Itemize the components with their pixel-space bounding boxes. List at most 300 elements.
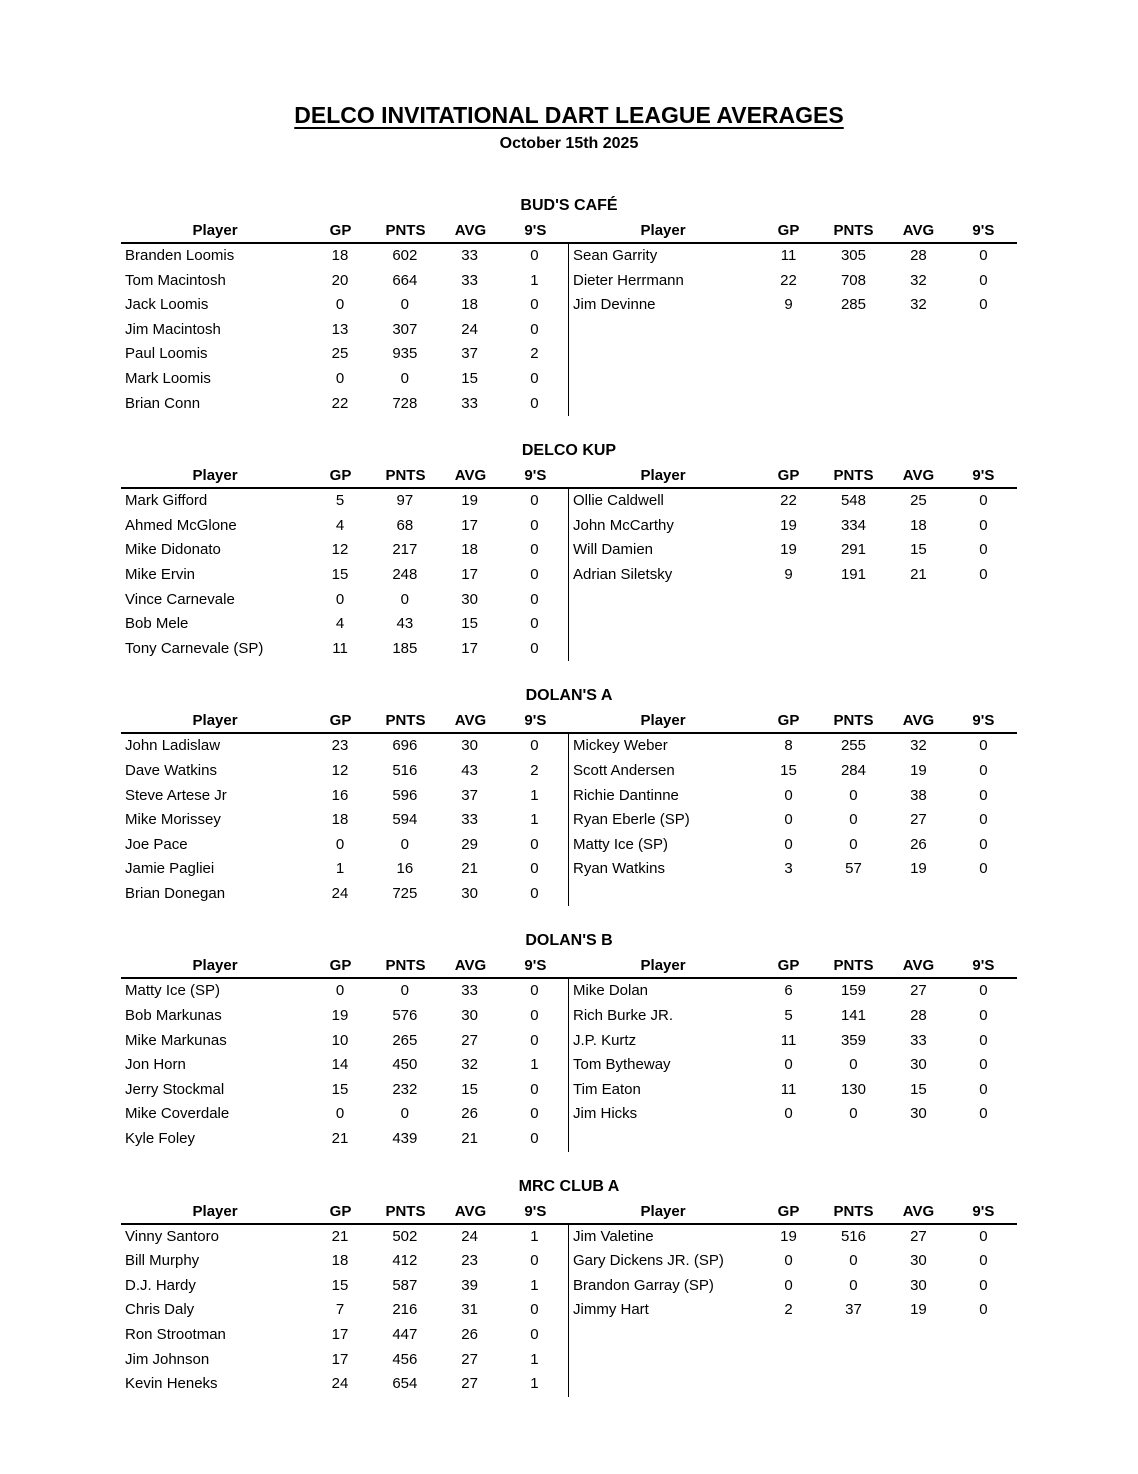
nines-cell: 0 — [530, 541, 539, 559]
gp-cell: 0 — [335, 1105, 345, 1123]
table-header-row — [121, 710, 1017, 734]
column-header-pnts: PNTS — [833, 1202, 874, 1220]
gp-cell: 0 — [784, 1252, 793, 1270]
column-header-player: Player — [192, 467, 238, 485]
column-header-avg: AVG — [454, 957, 487, 975]
pnts-cell: 265 — [392, 1031, 418, 1049]
pnts-cell: 576 — [392, 1007, 418, 1025]
column-header-gp: GP — [329, 222, 352, 239]
pnts-cell: 0 — [849, 1276, 858, 1294]
nines-cell: 0 — [530, 492, 539, 510]
column-header-nines: 9'S — [524, 467, 547, 485]
column-header-gp: GP — [329, 957, 352, 975]
column-header-gp: GP — [777, 467, 800, 485]
table-row — [569, 489, 1017, 514]
pnts-cell: 602 — [392, 247, 418, 264]
avg-cell: 18 — [461, 541, 478, 559]
pnts-cell: 334 — [840, 516, 866, 534]
gp-cell: 15 — [331, 1276, 349, 1294]
pnts-cell: 0 — [849, 786, 858, 804]
venue-section — [121, 685, 1017, 906]
nines-cell: 1 — [530, 786, 539, 804]
pnts-cell: 159 — [840, 982, 866, 1000]
player-cell: J.P. Kurtz — [573, 1031, 637, 1049]
table-row — [121, 1029, 568, 1054]
player-cell: Mike Markunas — [125, 1031, 227, 1049]
nines-cell: 0 — [530, 394, 539, 412]
table-row — [569, 1274, 1017, 1299]
avg-cell: 38 — [910, 786, 927, 804]
venue-section — [121, 440, 1017, 661]
gp-cell: 12 — [331, 541, 349, 559]
column-header-player: Player — [192, 1202, 238, 1220]
left-table — [121, 979, 569, 1151]
nines-cell: 2 — [530, 761, 539, 779]
nines-cell: 0 — [530, 296, 539, 314]
column-header-player: Player — [192, 222, 238, 239]
table-row — [569, 1029, 1017, 1054]
pnts-cell: 285 — [840, 296, 866, 314]
player-cell: Tony Carnevale (SP) — [125, 639, 264, 657]
avg-cell: 28 — [910, 247, 927, 264]
nines-cell: 0 — [979, 860, 988, 878]
avg-cell: 21 — [461, 860, 478, 878]
sections-container — [121, 195, 1017, 1397]
column-header-player: Player — [192, 957, 238, 975]
player-cell: Jon Horn — [125, 1056, 186, 1074]
nines-cell: 0 — [979, 761, 988, 779]
gp-cell: 19 — [780, 516, 797, 534]
player-cell: Jim Macintosh — [125, 320, 221, 338]
gp-cell: 0 — [784, 1276, 793, 1294]
right-table — [569, 1225, 1017, 1323]
table-body — [121, 1225, 1017, 1397]
player-cell: Dave Watkins — [125, 761, 217, 779]
venue-title: BUD'S CAFÉ — [520, 197, 618, 214]
avg-cell: 30 — [910, 1252, 927, 1270]
avg-cell: 30 — [461, 737, 478, 755]
pnts-cell: 412 — [392, 1252, 418, 1270]
column-header-gp: GP — [329, 467, 352, 485]
nines-cell: 0 — [530, 369, 539, 387]
table-header-row — [121, 1201, 1017, 1225]
player-cell: Dieter Herrmann — [573, 271, 684, 289]
pnts-cell: 548 — [840, 492, 866, 510]
nines-cell: 0 — [530, 247, 539, 264]
avg-cell: 27 — [461, 1350, 478, 1368]
avg-cell: 26 — [461, 1326, 478, 1343]
gp-cell: 9 — [784, 565, 793, 583]
pnts-cell: 97 — [396, 492, 414, 510]
pnts-cell: 0 — [400, 590, 409, 608]
player-cell: Ollie Caldwell — [573, 492, 664, 510]
column-header-nines: 9'S — [972, 467, 995, 485]
pnts-cell: 664 — [392, 271, 418, 289]
table-row — [121, 1249, 568, 1274]
table-row — [121, 979, 568, 1004]
pnts-cell: 130 — [840, 1080, 866, 1098]
player-cell: Jim Valetine — [573, 1227, 654, 1245]
gp-cell: 11 — [780, 1031, 797, 1049]
gp-cell: 7 — [335, 1301, 345, 1319]
table-row — [121, 1298, 568, 1323]
table-header-half — [569, 955, 1017, 977]
player-cell: Kevin Heneks — [125, 1375, 218, 1393]
column-header-player: Player — [192, 712, 238, 730]
player-cell: Bob Mele — [125, 615, 189, 633]
avg-cell: 15 — [461, 1080, 478, 1098]
avg-cell: 15 — [910, 541, 927, 559]
table-row — [121, 1053, 568, 1078]
left-table — [121, 489, 569, 661]
nines-cell: 0 — [530, 590, 539, 608]
pnts-cell: 37 — [845, 1301, 862, 1319]
gp-cell: 21 — [331, 1130, 349, 1148]
avg-cell: 24 — [461, 320, 478, 338]
player-cell: Kyle Foley — [125, 1130, 196, 1148]
pnts-cell: 284 — [840, 761, 866, 779]
avg-cell: 25 — [910, 492, 927, 510]
table-row — [121, 808, 568, 833]
column-header-gp: GP — [777, 712, 800, 730]
player-cell: Mark Gifford — [125, 492, 208, 510]
gp-cell: 18 — [331, 811, 349, 829]
pnts-cell: 57 — [845, 860, 862, 878]
column-header-nines: 9'S — [524, 222, 547, 239]
gp-cell: 8 — [784, 737, 793, 755]
column-header-avg: AVG — [454, 712, 487, 730]
table-header-row — [121, 220, 1017, 244]
table-row — [569, 1102, 1017, 1127]
gp-cell: 14 — [331, 1056, 349, 1074]
pnts-cell: 0 — [849, 835, 858, 853]
player-cell: Scott Andersen — [573, 761, 675, 779]
gp-cell: 3 — [784, 860, 793, 878]
column-header-nines: 9'S — [972, 957, 995, 975]
venue-section — [121, 930, 1017, 1151]
column-header-gp: GP — [777, 957, 800, 975]
player-cell: Ryan Watkins — [573, 860, 665, 878]
gp-cell: 0 — [335, 835, 345, 853]
avg-cell: 31 — [461, 1301, 478, 1319]
pnts-cell: 359 — [840, 1031, 866, 1049]
pnts-cell: 654 — [392, 1375, 418, 1393]
pnts-cell: 0 — [849, 811, 858, 829]
left-table — [121, 734, 569, 906]
avg-cell: 29 — [461, 835, 478, 853]
column-header-gp: GP — [777, 222, 800, 239]
avg-cell: 27 — [910, 982, 927, 1000]
nines-cell: 0 — [979, 1301, 988, 1319]
table-row — [569, 759, 1017, 784]
table-row — [569, 1004, 1017, 1029]
table-row — [121, 514, 568, 539]
gp-cell: 17 — [331, 1326, 349, 1343]
table-row — [121, 244, 568, 269]
venue-title: DOLAN'S A — [525, 687, 613, 705]
avg-cell: 27 — [461, 1375, 478, 1393]
column-header-pnts: PNTS — [833, 712, 874, 730]
nines-cell: 1 — [530, 1276, 539, 1294]
table-row — [121, 1323, 568, 1348]
table-row — [569, 1225, 1017, 1250]
pnts-cell: 439 — [392, 1130, 418, 1148]
column-header-pnts: PNTS — [833, 222, 874, 239]
table-row — [121, 318, 568, 343]
gp-cell: 21 — [331, 1227, 349, 1245]
column-header-pnts: PNTS — [385, 222, 426, 239]
gp-cell: 0 — [784, 811, 793, 829]
table-row — [121, 612, 568, 637]
player-cell: Paul Loomis — [125, 345, 208, 363]
nines-cell: 0 — [979, 982, 988, 1000]
player-cell: Ahmed McGlone — [125, 516, 237, 534]
table-row — [121, 1372, 568, 1397]
document-header — [0, 0, 1138, 154]
gp-cell: 9 — [784, 296, 793, 314]
player-cell: Vince Carnevale — [125, 590, 235, 608]
gp-cell: 24 — [331, 1375, 349, 1393]
avg-cell: 19 — [461, 492, 478, 510]
nines-cell: 1 — [530, 1375, 539, 1393]
nines-cell: 0 — [979, 1252, 988, 1270]
pnts-cell: 217 — [392, 541, 418, 559]
table-row — [569, 857, 1017, 882]
column-header-gp: GP — [329, 1202, 352, 1220]
nines-cell: 0 — [530, 1031, 539, 1049]
nines-cell: 0 — [979, 565, 988, 583]
avg-cell: 21 — [910, 565, 927, 583]
column-header-avg: AVG — [454, 222, 487, 239]
nines-cell: 0 — [530, 1301, 539, 1319]
pnts-cell: 185 — [392, 639, 418, 657]
player-cell: Gary Dickens JR. (SP) — [573, 1252, 724, 1270]
gp-cell: 18 — [331, 247, 349, 264]
nines-cell: 0 — [979, 271, 988, 289]
avg-cell: 32 — [910, 737, 927, 755]
pnts-cell: 516 — [840, 1227, 866, 1245]
table-header-half — [569, 710, 1017, 732]
pnts-cell: 68 — [396, 516, 414, 534]
avg-cell: 26 — [461, 1105, 478, 1123]
avg-cell: 30 — [910, 1105, 927, 1123]
avg-cell: 27 — [910, 811, 927, 829]
gp-cell: 12 — [331, 761, 349, 779]
player-cell: Jim Devinne — [573, 296, 656, 314]
nines-cell: 0 — [530, 1007, 539, 1025]
nines-cell: 0 — [979, 737, 988, 755]
nines-cell: 0 — [530, 1080, 539, 1098]
player-cell: Ron Strootman — [125, 1326, 226, 1343]
gp-cell: 18 — [331, 1252, 349, 1270]
table-body — [121, 734, 1017, 906]
nines-cell: 0 — [530, 1326, 539, 1343]
column-header-avg: AVG — [454, 1202, 487, 1220]
avg-cell: 37 — [461, 345, 478, 363]
venue-title: DOLAN'S B — [525, 932, 613, 950]
nines-cell: 0 — [530, 1252, 539, 1270]
table-row — [121, 1102, 568, 1127]
table-row — [569, 734, 1017, 759]
column-header-player: Player — [640, 467, 686, 485]
table-row — [121, 563, 568, 588]
table-row — [121, 1348, 568, 1373]
player-cell: Chris Daly — [125, 1301, 195, 1319]
table-row — [121, 857, 568, 882]
player-cell: Jim Hicks — [573, 1105, 638, 1123]
gp-cell: 0 — [784, 835, 793, 853]
gp-cell: 0 — [335, 296, 345, 314]
table-row — [121, 882, 568, 907]
table-row — [121, 588, 568, 613]
gp-cell: 15 — [331, 565, 349, 583]
pnts-cell: 725 — [392, 884, 418, 902]
gp-cell: 23 — [331, 737, 349, 755]
avg-cell: 30 — [461, 884, 478, 902]
pnts-cell: 0 — [849, 1252, 858, 1270]
gp-cell: 11 — [780, 1080, 797, 1098]
table-row — [569, 293, 1017, 318]
table-row — [121, 1004, 568, 1029]
column-header-gp: GP — [777, 1202, 800, 1220]
column-header-pnts: PNTS — [385, 1202, 426, 1220]
table-header-half — [569, 1201, 1017, 1223]
page-title: DELCO INVITATIONAL DART LEAGUE AVERAGES — [294, 102, 844, 128]
table-row — [121, 293, 568, 318]
avg-cell: 15 — [910, 1080, 927, 1098]
table-row — [121, 1127, 568, 1152]
gp-cell: 22 — [331, 394, 349, 412]
player-cell: Matty Ice (SP) — [573, 835, 669, 853]
pnts-cell: 0 — [400, 369, 409, 387]
table-row — [121, 342, 568, 367]
table-row — [121, 269, 568, 294]
avg-cell: 33 — [461, 247, 478, 264]
player-cell: Tim Eaton — [573, 1080, 641, 1098]
pnts-cell: 594 — [392, 811, 418, 829]
table-row — [569, 1298, 1017, 1323]
avg-cell: 32 — [910, 296, 927, 314]
player-cell: Steve Artese Jr — [125, 786, 227, 804]
column-header-gp: GP — [329, 712, 352, 730]
nines-cell: 0 — [530, 835, 539, 853]
venue-section — [121, 1176, 1017, 1397]
avg-cell: 30 — [910, 1276, 927, 1294]
gp-cell: 4 — [335, 615, 345, 633]
pnts-cell: 0 — [400, 982, 409, 1000]
nines-cell: 2 — [530, 345, 539, 363]
nines-cell: 0 — [530, 320, 539, 338]
pnts-cell: 728 — [392, 394, 418, 412]
player-cell: John Ladislaw — [125, 737, 221, 755]
table-row — [569, 784, 1017, 809]
table-header-half — [569, 465, 1017, 487]
venue-title: MRC CLUB A — [518, 1177, 620, 1195]
avg-cell: 43 — [461, 761, 478, 779]
column-header-avg: AVG — [902, 222, 935, 239]
pnts-cell: 935 — [392, 345, 418, 363]
gp-cell: 5 — [784, 1007, 793, 1025]
table-row — [121, 1078, 568, 1103]
pnts-cell: 307 — [392, 320, 418, 338]
pnts-cell: 696 — [392, 737, 418, 755]
avg-cell: 33 — [910, 1031, 927, 1049]
pnts-cell: 587 — [392, 1276, 418, 1294]
table-header-half — [121, 955, 569, 977]
table-row — [121, 367, 568, 392]
nines-cell: 0 — [530, 982, 539, 1000]
nines-cell: 0 — [979, 811, 988, 829]
nines-cell: 0 — [979, 1056, 988, 1074]
avg-cell: 37 — [461, 786, 478, 804]
gp-cell: 16 — [331, 786, 349, 804]
avg-cell: 24 — [461, 1227, 478, 1245]
nines-cell: 1 — [530, 811, 539, 829]
player-cell: Bob Markunas — [125, 1007, 222, 1025]
player-cell: Mike Didonato — [125, 541, 221, 559]
avg-cell: 15 — [461, 369, 478, 387]
table-row — [121, 784, 568, 809]
player-cell: Jerry Stockmal — [125, 1080, 225, 1098]
table-row — [569, 563, 1017, 588]
avg-cell: 26 — [910, 835, 927, 853]
pnts-cell: 456 — [392, 1350, 418, 1368]
player-cell: Jim Johnson — [125, 1350, 210, 1368]
pnts-cell: 305 — [840, 247, 866, 264]
venue-title: DELCO KUP — [521, 442, 617, 460]
nines-cell: 0 — [979, 1031, 988, 1049]
pnts-cell: 502 — [392, 1227, 418, 1245]
column-header-nines: 9'S — [972, 1202, 995, 1220]
avg-cell: 39 — [461, 1276, 478, 1294]
gp-cell: 19 — [780, 541, 797, 559]
player-cell: John McCarthy — [573, 516, 674, 534]
nines-cell: 0 — [530, 860, 539, 878]
nines-cell: 0 — [530, 615, 539, 633]
column-header-pnts: PNTS — [385, 712, 426, 730]
column-header-avg: AVG — [902, 712, 935, 730]
document-date: October 15th 2025 — [499, 135, 639, 152]
avg-cell: 27 — [910, 1227, 927, 1245]
gp-cell: 0 — [784, 1056, 793, 1074]
column-header-avg: AVG — [902, 1202, 935, 1220]
nines-cell: 0 — [530, 737, 539, 755]
pnts-cell: 291 — [840, 541, 866, 559]
gp-cell: 10 — [331, 1031, 349, 1049]
right-table — [569, 244, 1017, 318]
pnts-cell: 0 — [849, 1105, 858, 1123]
player-cell: Jimmy Hart — [573, 1301, 649, 1319]
player-cell: Mike Coverdale — [125, 1105, 230, 1123]
table-row — [569, 1249, 1017, 1274]
player-cell: Brian Conn — [125, 394, 201, 412]
avg-cell: 30 — [910, 1056, 927, 1074]
nines-cell: 0 — [979, 835, 988, 853]
player-cell: Bill Murphy — [125, 1252, 200, 1270]
player-cell: Mike Dolan — [573, 982, 649, 1000]
nines-cell: 0 — [979, 516, 988, 534]
column-header-pnts: PNTS — [385, 467, 426, 485]
player-cell: Mark Loomis — [125, 369, 211, 387]
gp-cell: 25 — [331, 345, 349, 363]
table-row — [569, 538, 1017, 563]
column-header-player: Player — [640, 1202, 686, 1220]
player-cell: Mike Ervin — [125, 565, 196, 583]
pnts-cell: 708 — [840, 271, 866, 289]
player-cell: Mickey Weber — [573, 737, 668, 755]
player-cell: Matty Ice (SP) — [125, 982, 221, 1000]
gp-cell: 0 — [784, 1105, 793, 1123]
